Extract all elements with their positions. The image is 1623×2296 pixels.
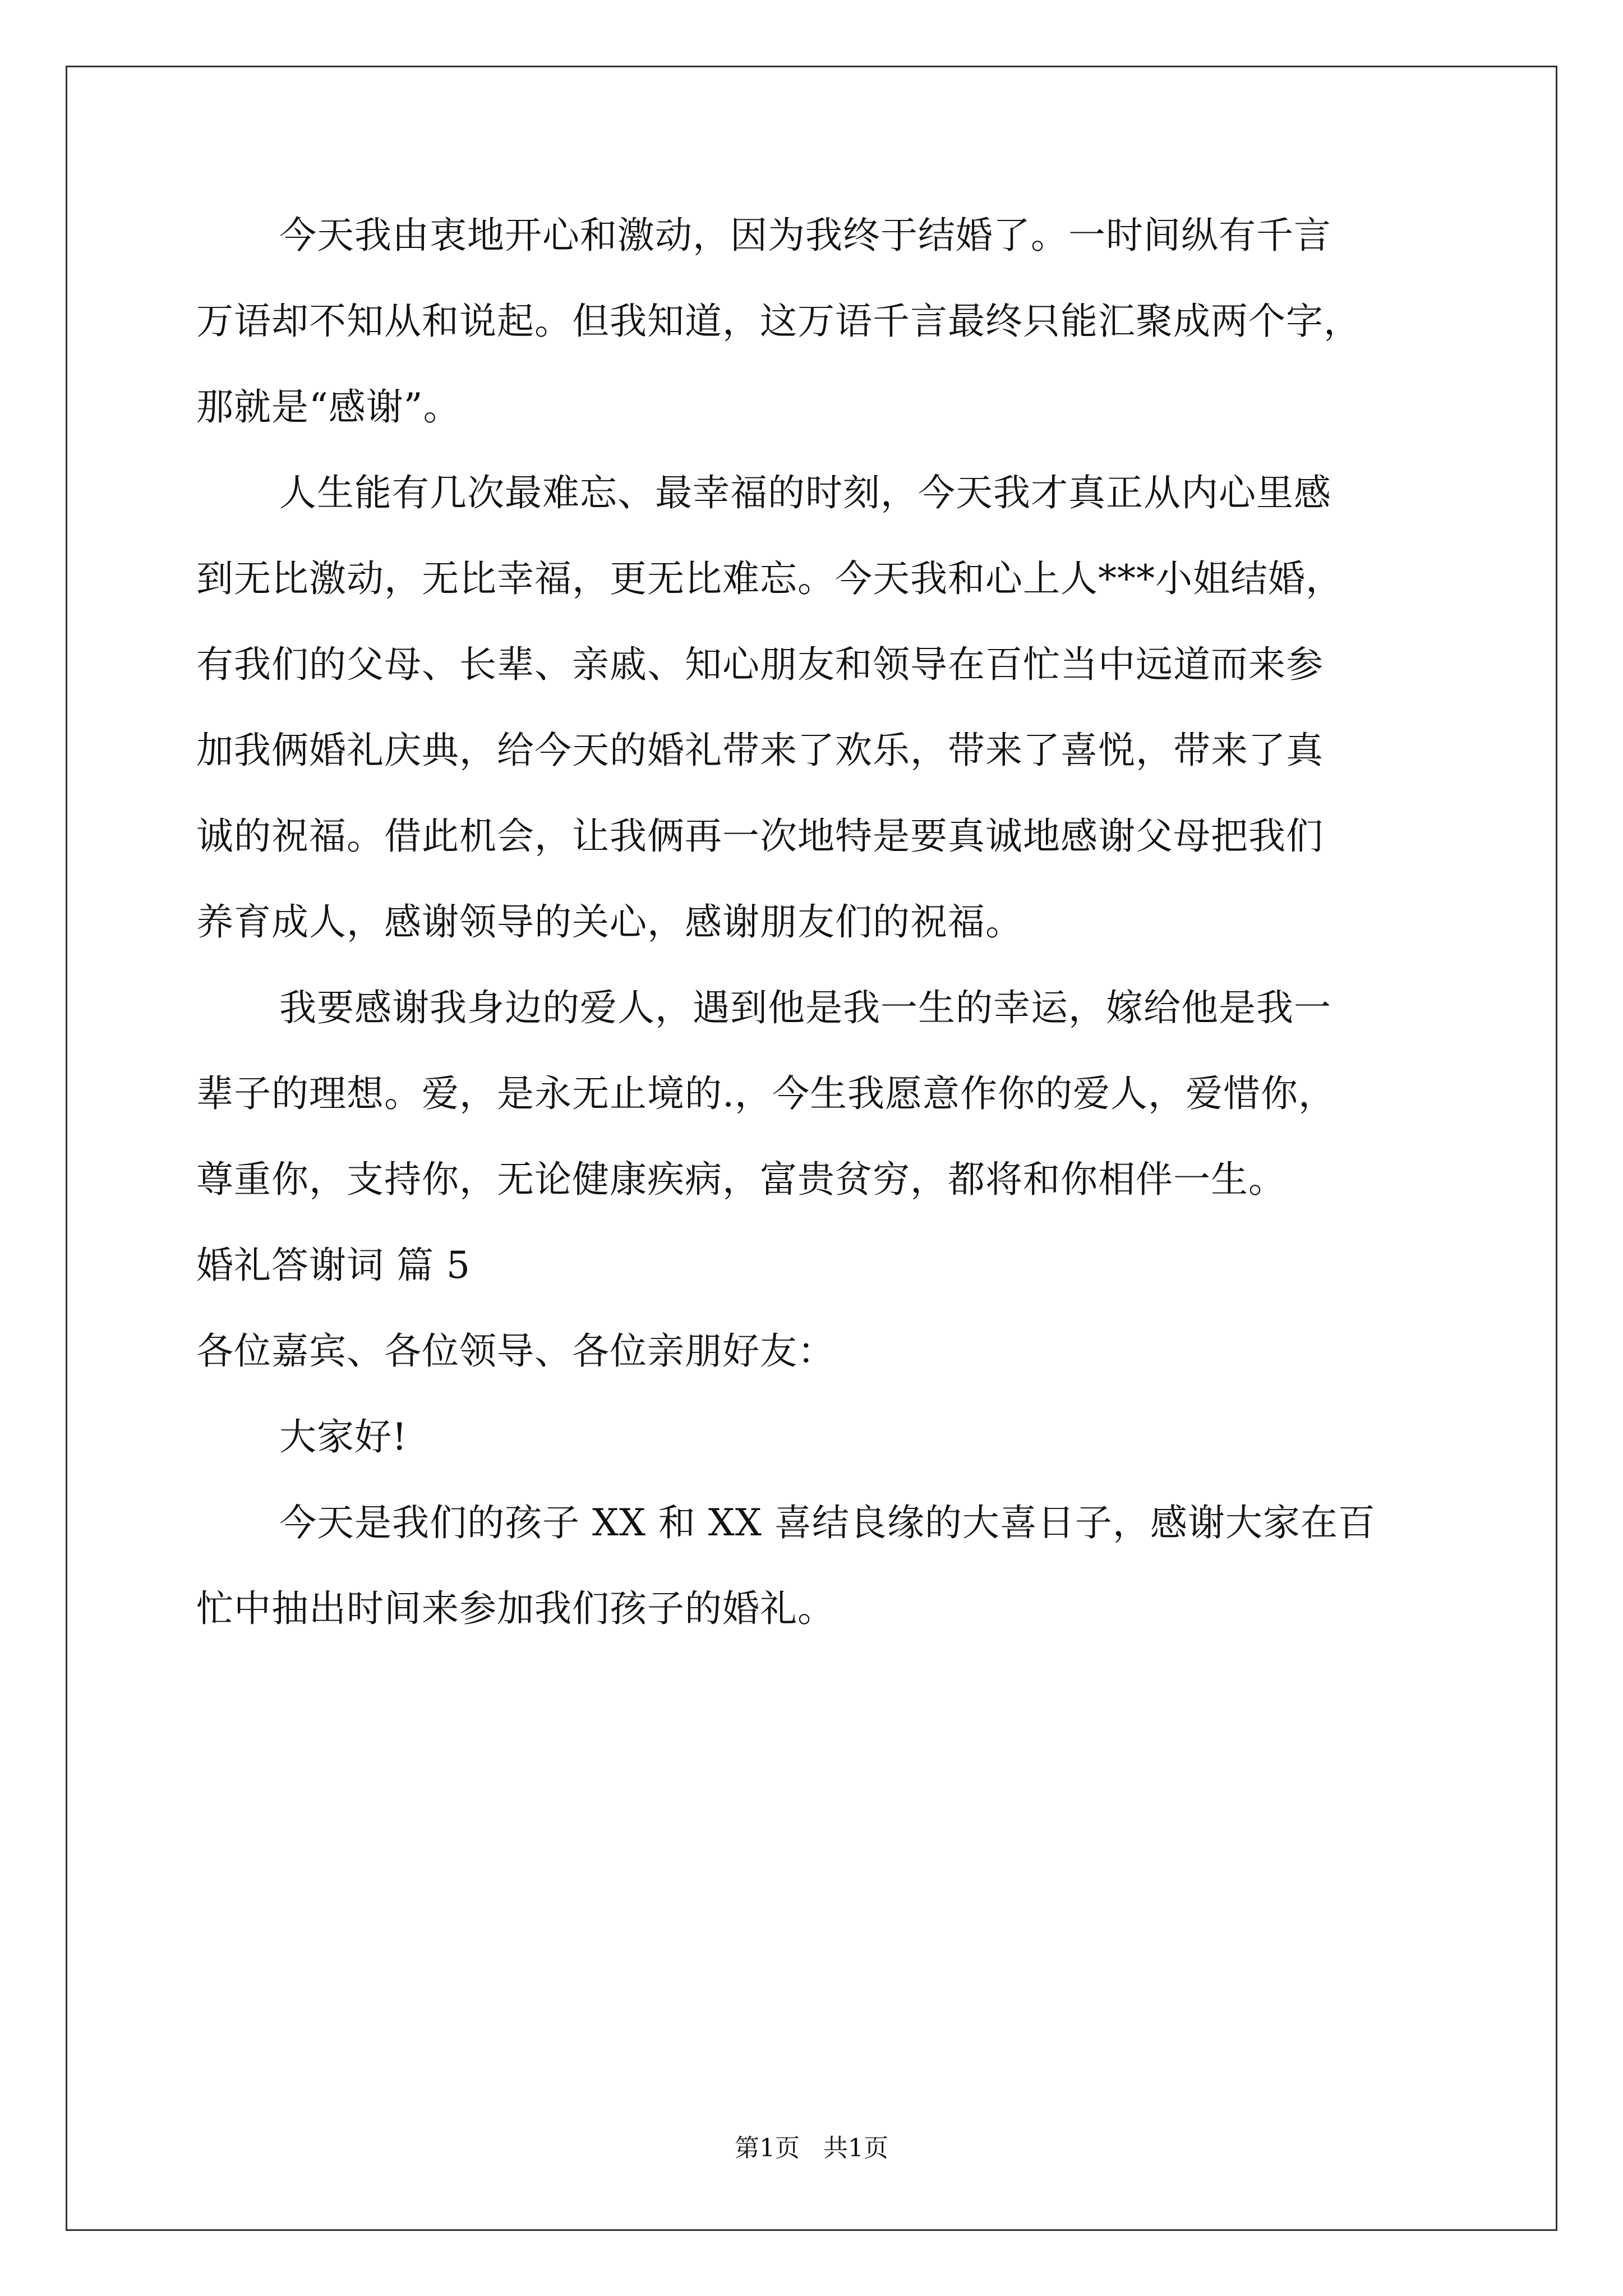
paragraph-1-line-1: 今天我由衷地开心和激动，因为我终于结婚了。一时间纵有千言 bbox=[279, 214, 1331, 257]
closing-paragraph-line-2: 忙中抽出时间来参加我们孩子的婚礼。 bbox=[196, 1587, 835, 1630]
closing-paragraph-line-1: 今天是我们的孩子 XX 和 XX 喜结良缘的大喜日子，感谢大家在百 bbox=[279, 1501, 1376, 1544]
paragraph-3-line-3: 尊重你，支持你，无论健康疾病，富贵贫穷，都将和你相伴一生。 bbox=[196, 1158, 1286, 1201]
salutation: 各位嘉宾、各位领导、各位亲朋好友： bbox=[196, 1329, 835, 1373]
paragraph-3-line-2: 辈子的理想。爱，是永无止境的.，今生我愿意作你的爱人，爱惜你， bbox=[196, 1072, 1336, 1115]
paragraph-1-line-2: 万语却不知从和说起。但我知道，这万语千言最终只能汇聚成两个字， bbox=[196, 300, 1361, 343]
greeting: 大家好! bbox=[279, 1415, 408, 1458]
page-footer: 第1页 共1页 bbox=[735, 2134, 888, 2162]
section-title: 婚礼答谢词 篇 5 bbox=[196, 1244, 471, 1287]
paragraph-2-line-2: 到无比激动，无比幸福，更无比难忘。今天我和心上人***小姐结婚， bbox=[196, 557, 1343, 600]
paragraph-2-line-6: 养育成人，感谢领导的关心，感谢朋友们的祝福。 bbox=[196, 900, 1023, 944]
paragraph-2-line-4: 加我俩婚礼庆典，给今天的婚礼带来了欢乐，带来了喜悦，带来了真 bbox=[196, 729, 1324, 772]
paragraph-2-line-5: 诚的祝福。借此机会，让我俩再一次地特是要真诚地感谢父母把我们 bbox=[196, 815, 1324, 858]
paragraph-3-line-1: 我要感谢我身边的爱人，遇到他是我一生的幸运，嫁给他是我一 bbox=[279, 986, 1331, 1029]
paragraph-2-line-1: 人生能有几次最难忘、最幸福的时刻，今天我才真正从内心里感 bbox=[279, 471, 1331, 514]
paragraph-2-line-3: 有我们的父母、长辈、亲戚、知心朋友和领导在百忙当中远道而来参 bbox=[196, 643, 1324, 686]
paragraph-1-line-3: 那就是“感谢”。 bbox=[196, 385, 461, 429]
